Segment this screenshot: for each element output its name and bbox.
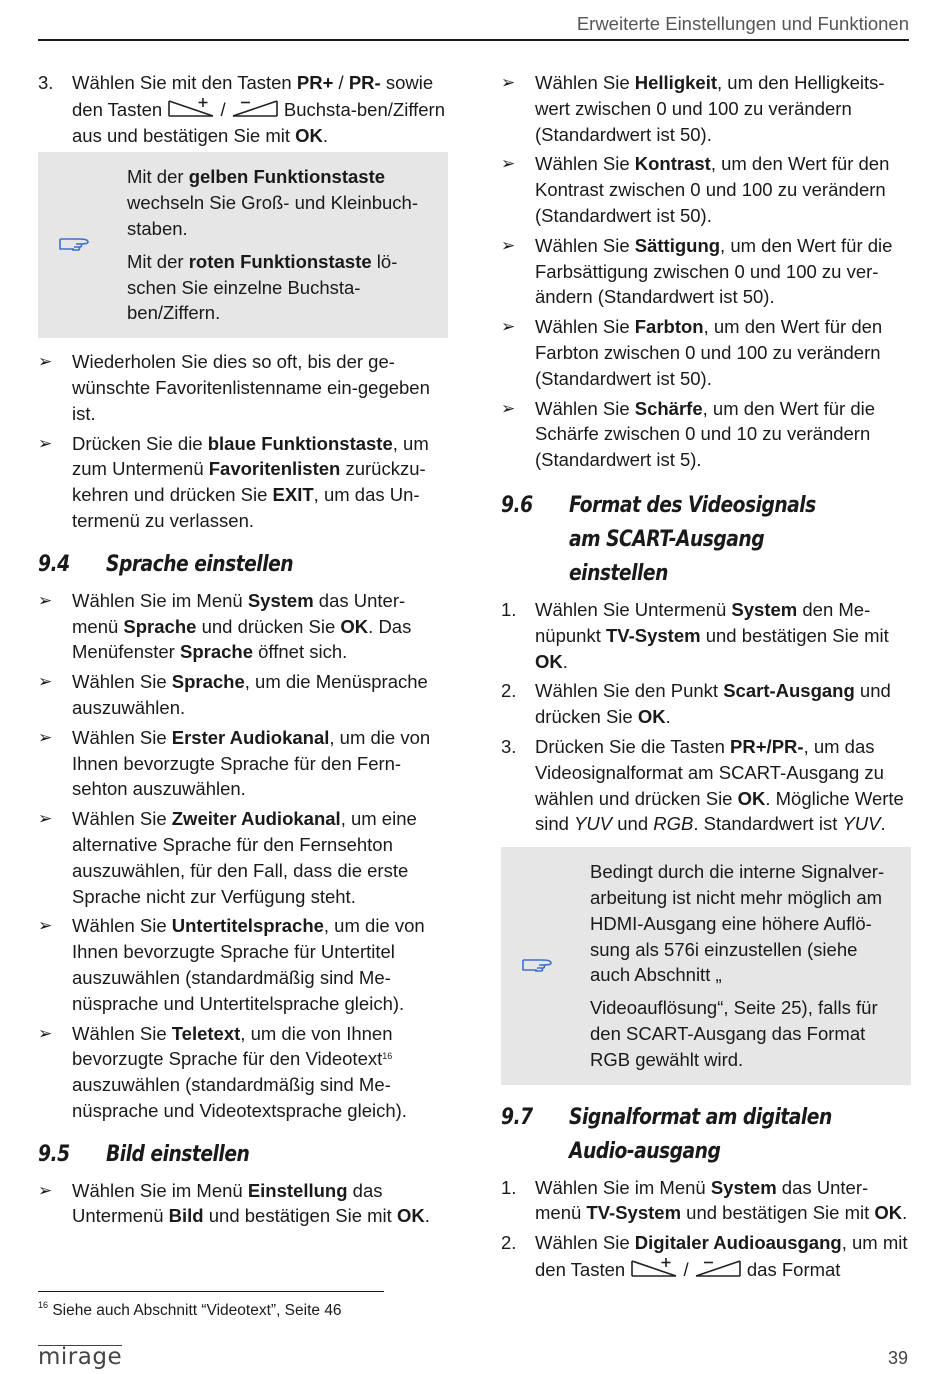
arrowhead-bullet-icon: ➢	[501, 154, 516, 174]
step-number: 2.	[501, 1232, 517, 1254]
volume-down-key-icon	[231, 96, 279, 118]
numbered-item: 1. Wählen Sie Untermenü System den Me-nüpunkt TV-System und bestätigen Sie mit OK.	[501, 598, 889, 672]
footnote-number: 16	[38, 1300, 49, 1310]
arrowhead-bullet-icon: ➢	[501, 235, 516, 255]
numbered-item: 2. Wählen Sie Digitaler Audioausgang, um mit den Tasten / das Format	[501, 1232, 908, 1280]
pointing-hand-icon	[58, 231, 90, 253]
page-number: 39	[887, 1348, 908, 1368]
bullet-item: ➢ Wählen Sie Sprache, um die Menüsprache auszuwählen.	[38, 671, 428, 718]
section-heading-9-6: 9.6 Format des Videosignals am SCART-Ausgang einstellen	[501, 492, 816, 586]
bullet-item: ➢ Wählen Sie Zweiter Audiokanal, um eine alternative Sprache für den Fernsehton auszuwählen, für den Fall, dass die erste Sprache nicht zur Verfügung steht.	[38, 808, 417, 907]
arrowhead-bullet-icon: ➢	[38, 672, 53, 692]
volume-up-key-icon	[630, 1256, 678, 1278]
volume-down-key-icon	[694, 1256, 742, 1278]
bullet-item: ➢ Drücken Sie die blaue Funktionstaste, um zum Untermenü Favoritenlisten zurückzu-kehren und drücken Sie EXIT, um das Un-termenü zu verlassen.	[38, 432, 429, 531]
numbered-item: 1. Wählen Sie im Menü System das Unter-menü TV-System und bestätigen Sie mit OK.	[501, 1176, 908, 1224]
arrowhead-bullet-icon: ➢	[38, 727, 53, 747]
bullet-item: ➢ Wählen Sie Sättigung, um den Wert für die Farbsättigung zwischen 0 und 100 zu ver-ändern (Standardwert ist 50).	[501, 234, 893, 308]
brand-logo: mirage	[38, 1344, 123, 1370]
bullet-item: ➢ Wählen Sie Kontrast, um den Wert für den Kontrast zwischen 0 und 100 zu verändern (Standardwert ist 50).	[501, 153, 890, 226]
section-heading-9-7: 9.7 Signalformat am digitalen Audio-ausgang	[501, 1104, 832, 1164]
running-header	[38, 13, 909, 41]
bullet-item: ➢ Wählen Sie im Menü System das Unter-menü Sprache und drücken Sie OK. Das Menüfenster Sprache öffnet sich.	[38, 589, 412, 663]
arrowhead-bullet-icon: ➢	[38, 590, 53, 610]
header-title: Erweiterte Einstellungen und Funktionen	[576, 13, 909, 34]
section-heading-9-5: 9.5 Bild einstellen	[38, 1141, 250, 1167]
arrowhead-bullet-icon: ➢	[38, 433, 53, 453]
footnote	[38, 1302, 342, 1320]
bullet-item: ➢ Wählen Sie Teletext, um die von Ihnen bevorzugte Sprache für den Videotext$^{16}$ auszuwählen (standardmäßig sind Me-nüsprache und Videotextsprache gleich).	[38, 1022, 407, 1121]
bullet-item: ➢ Wählen Sie Farbton, um den Wert für den Farbton zwischen 0 und 100 zu verändern (Standardwert ist 50).	[501, 316, 883, 389]
bullet-item: ➢ Wählen Sie Helligkeit, um den Helligkeits-wert zwischen 0 und 100 zu verändern (Standardwert ist 50).	[501, 72, 885, 145]
footnote-ref: 16	[382, 1051, 393, 1062]
footnote-divider	[38, 1291, 384, 1292]
right-column	[501, 70, 911, 1287]
note-text-2: Videoauflösung“, Seite 25), falls für den SCART-Ausgang das Format RGB gewählt wird.	[590, 997, 878, 1070]
pointing-hand-icon	[521, 952, 553, 974]
arrowhead-bullet-icon: ➢	[501, 398, 516, 418]
note-box	[501, 847, 911, 1084]
note-text-1: Mit der gelben Funktionstaste wechseln Sie Groß- und Kleinbuch-staben.	[127, 166, 419, 239]
note-box	[38, 152, 448, 338]
left-column	[38, 70, 448, 1233]
note-text-1: Bedingt durch die interne Signalver-arbeitung ist nicht mehr möglich am HDMI-Ausgang eine höhere Auflö-sung als 576i einzustellen (siehe auch Abschnitt „	[590, 861, 885, 986]
footnote-text: Siehe auch Abschnitt “Videotext”, Seite 46	[48, 1302, 342, 1319]
arrowhead-bullet-icon: ➢	[38, 1180, 53, 1200]
arrowhead-bullet-icon: ➢	[38, 352, 53, 372]
bullet-item: ➢ Wählen Sie Erster Audiokanal, um die von Ihnen bevorzugte Sprache für den Fern-sehton auszuwählen.	[38, 726, 431, 800]
volume-up-key-icon	[167, 96, 215, 118]
bullet-item: ➢ Wählen Sie Schärfe, um den Wert für die Schärfe zwischen 0 und 10 zu verändern (Standardwert ist 5).	[501, 397, 876, 471]
bullet-item: ➢ Wiederholen Sie dies so oft, bis der ge-wünschte Favoritenlistenname ein-gegeben ist.	[38, 351, 430, 424]
arrowhead-bullet-icon: ➢	[501, 317, 516, 337]
numbered-item: 2. Wählen Sie den Punkt Scart-Ausgang und drücken Sie OK.	[501, 680, 891, 728]
arrowhead-bullet-icon: ➢	[38, 916, 53, 936]
arrowhead-bullet-icon: ➢	[501, 73, 516, 92]
bullet-item: ➢ Wählen Sie Untertitelsprache, um die von Ihnen bevorzugte Sprache für Untertitel auszuwählen (standardmäßig sind Me-nüsprache und Untertitelsprache gleich).	[38, 915, 425, 1014]
bullet-item: ➢ Wählen Sie im Menü Einstellung das Untermenü Bild und bestätigen Sie mit OK.	[38, 1179, 430, 1227]
step-number: 3.	[38, 72, 54, 93]
section-heading-9-4: 9.4 Sprache einstellen	[38, 551, 294, 577]
step-number: 1.	[501, 598, 517, 620]
step-number: 3.	[501, 735, 517, 757]
note-text-2: Mit der roten Funktionstaste lö-schen Sie einzelne Buchsta-ben/Ziffern.	[127, 250, 398, 324]
arrowhead-bullet-icon: ➢	[38, 1023, 53, 1043]
numbered-item: 3. Drücken Sie die Tasten PR+/PR-, um das Videosignalformat am SCART-Ausgang zu wählen und drücken Sie OK. Mögliche Werte sind YUV und RGB. Standardwert ist YUV.	[501, 735, 904, 835]
step-number: 2.	[501, 680, 517, 702]
step-3: 3. Wählen Sie mit den Tasten PR+ / PR- sowie den Tasten / Buchsta-ben/Ziffern aus und bestätigen Sie mit OK.	[38, 72, 445, 146]
arrowhead-bullet-icon: ➢	[38, 809, 53, 829]
step-number: 1.	[501, 1176, 517, 1198]
